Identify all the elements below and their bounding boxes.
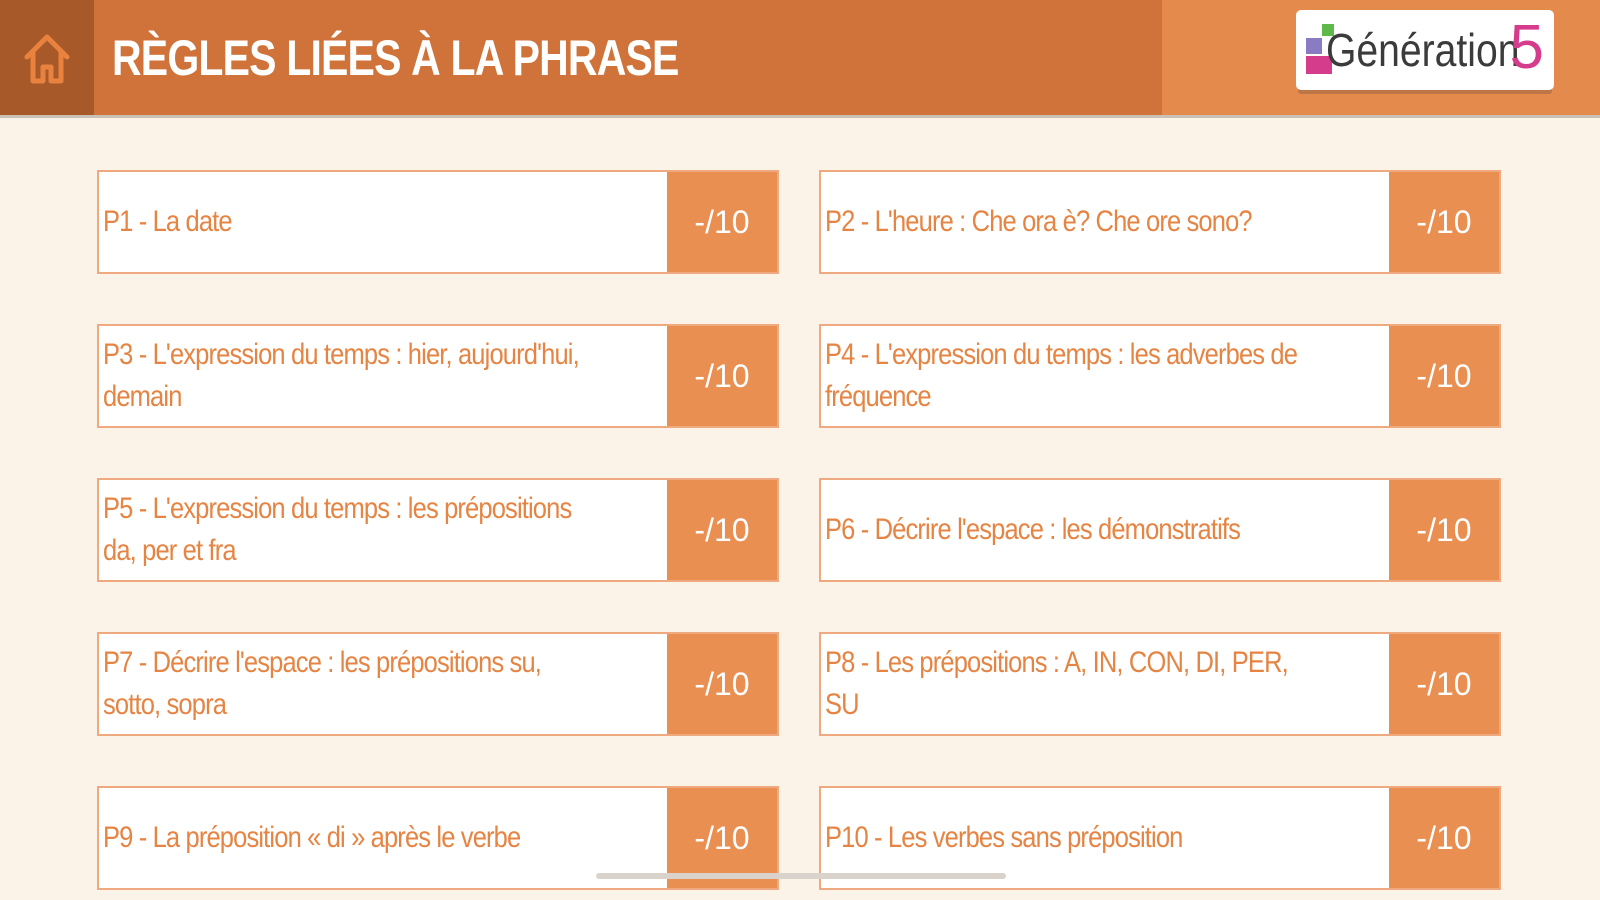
rule-label: P8 - Les prépositions : A, IN, CON, DI, PER, SU <box>825 646 1288 721</box>
page-title: RÈGLES LIÉES À LA PHRASE <box>112 29 679 86</box>
rule-score: -/10 <box>667 634 777 734</box>
title-bar <box>94 0 1162 115</box>
rule-score: -/10 <box>1389 788 1499 888</box>
rule-score: -/10 <box>667 788 777 888</box>
logo-number: 5 <box>1509 13 1544 82</box>
home-icon <box>21 29 73 87</box>
rule-score: -/10 <box>667 480 777 580</box>
rule-label: P1 - La date <box>103 205 232 238</box>
rule-card-p8[interactable] <box>819 632 1501 736</box>
rule-card-p4[interactable] <box>819 324 1501 428</box>
rule-score: -/10 <box>1389 634 1499 734</box>
rule-label: P4 - L'expression du temps : les adverbes de fréquence <box>825 338 1298 413</box>
rule-label: P6 - Décrire l'espace : les démonstratifs <box>825 513 1241 546</box>
rule-score: -/10 <box>1389 326 1499 426</box>
rule-label: P7 - Décrire l'espace : les prépositions su, sotto, sopra <box>103 646 542 721</box>
rule-label: P9 - La préposition « di » après le verbe <box>103 821 521 854</box>
rule-card-p5[interactable] <box>97 478 779 582</box>
rule-card-p3[interactable] <box>97 324 779 428</box>
rule-card-p7[interactable] <box>97 632 779 736</box>
logo-squares-icon <box>1304 22 1324 78</box>
rule-label: P5 - L'expression du temps : les prépositions da, per et fra <box>103 492 572 567</box>
rule-label: P10 - Les verbes sans préposition <box>825 821 1183 854</box>
rule-score: -/10 <box>1389 172 1499 272</box>
rule-score: -/10 <box>1389 480 1499 580</box>
header-bar <box>0 0 1600 118</box>
rule-label: P3 - L'expression du temps : hier, aujourd'hui, demain <box>103 338 579 413</box>
home-button[interactable] <box>0 0 94 115</box>
rule-card-p1[interactable] <box>97 170 779 274</box>
scroll-indicator[interactable] <box>596 873 1006 879</box>
logo-text: Génération <box>1326 24 1520 76</box>
rule-score: -/10 <box>667 172 777 272</box>
rule-score: -/10 <box>667 326 777 426</box>
generation5-logo <box>1296 10 1554 90</box>
rule-card-p6[interactable] <box>819 478 1501 582</box>
rule-card-p2[interactable] <box>819 170 1501 274</box>
rule-label: P2 - L'heure : Che ora è? Che ore sono? <box>825 205 1252 238</box>
